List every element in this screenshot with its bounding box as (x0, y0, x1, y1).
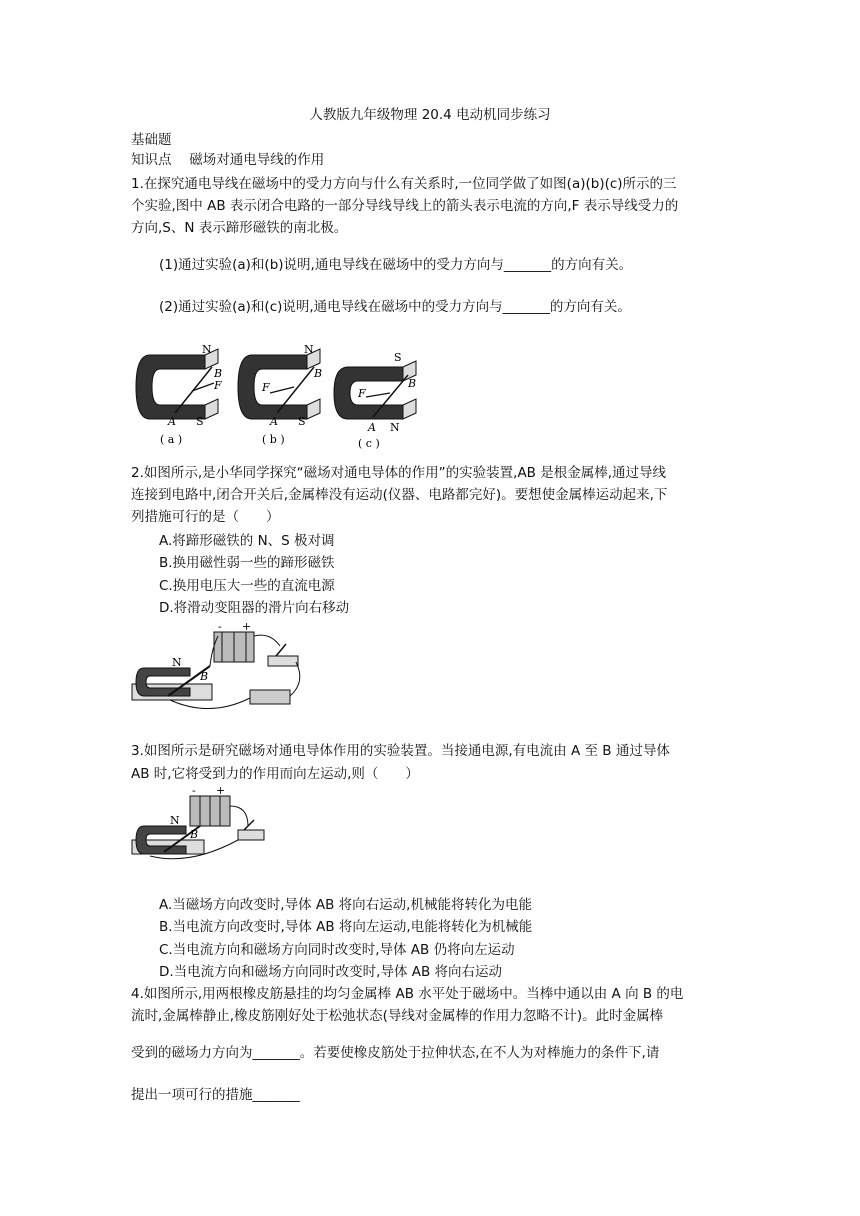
fig-c-wire-b: B (408, 377, 417, 390)
q2-option-c: C.换用电压大一些的直流电源 (159, 578, 335, 594)
q3-line-2: AB 时,它将受到力的作用而向左运动,则（ ） (131, 766, 419, 782)
horseshoe-magnet (136, 668, 190, 696)
page-title: 人教版九年级物理 20.4 电动机同步练习 (309, 107, 551, 123)
q4-line-3: 受到的磁场力方向为_______。若要使橡皮筋处于拉伸状态,在不人为对棒施力的条件下,请 (131, 1045, 660, 1061)
fig-a-bottom-pole: S (196, 415, 204, 428)
q3-minus-label: - (192, 786, 196, 797)
q2-option-b: B.换用磁性弱一些的蹄形磁铁 (159, 555, 335, 571)
q4-line-2: 流时,金属棒静止,橡皮筋刚好处于松弛状态(导线对金属棒的作用力忽略不计)。此时金属棒 (131, 1008, 664, 1024)
q2-option-d: D.将滑动变阻器的滑片向右移动 (159, 600, 350, 616)
fig-c-bottom-pole: N (390, 421, 400, 434)
fig-a-force: F (214, 379, 222, 392)
q3-option-b: B.当电流方向改变时,导体 AB 将向左运动,电能将转化为机械能 (159, 919, 533, 935)
fig-b-wire-a: A (270, 415, 278, 428)
magnet-a (136, 343, 222, 446)
fig-c-caption: ( c ) (358, 437, 380, 450)
fig-a-wire-a: A (168, 415, 176, 428)
q3-line-1: 3.如图所示是研究磁场对通电导体作用的实验装置。当接通电源,有电流由 A 至 B 通过导体 (131, 743, 670, 759)
fig-a-top-pole: N (202, 343, 212, 356)
fig-c-wire-a: A (368, 421, 376, 434)
q2-wire-label: B (200, 670, 209, 683)
q2-line-1: 2.如图所示,是小华同学探究“磁场对通电导体的作用”的实验装置,AB 是根金属棒,通过导线 (131, 465, 667, 481)
q3-option-c: C.当电流方向和磁场方向同时改变时,导体 AB 仍将向左运动 (159, 942, 515, 958)
fig-b-wire-b: B (314, 367, 323, 380)
q1-line-1: 1.在探究通电导线在磁场中的受力方向与什么有关系时,一位同学做了如图(a)(b)(c)所示的三 (131, 176, 677, 192)
fig-b-top-pole: N (304, 343, 314, 356)
q3-plus-label: + (216, 786, 226, 797)
magnet-b (238, 343, 322, 446)
q2-plus-label: + (242, 622, 252, 633)
section-heading: 基础题 (131, 132, 172, 148)
magnet-c (334, 351, 416, 450)
q2-line-2: 连接到电路中,闭合开关后,金属棒没有运动(仪器、电路都完好)。要想使金属棒运动起来,下 (131, 487, 668, 503)
fig-b-force: F (262, 381, 270, 394)
switch (238, 830, 264, 840)
q2-minus-label: - (218, 622, 222, 633)
q1-sub-2: (2)通过实验(a)和(c)说明,通电导线在磁场中的受力方向与_______的方向有关。 (159, 299, 631, 315)
fig-b-caption: ( b ) (262, 433, 285, 446)
fig-b-bottom-pole: S (298, 415, 306, 428)
q3-option-d: D.当电流方向和磁场方向同时改变时,导体 AB 将向右运动 (159, 964, 503, 980)
q3-option-a: A.当磁场方向改变时,导体 AB 将向右运动,机械能将转化为电能 (159, 897, 532, 913)
q2-apparatus-figure (130, 622, 310, 722)
rheostat (250, 690, 290, 704)
fig-a-caption: ( a ) (160, 433, 183, 446)
q2-pole-label: N (172, 656, 182, 669)
q3-apparatus-figure (130, 786, 270, 872)
fig-c-top-pole: S (394, 351, 402, 364)
q3-wire-label: B (190, 828, 199, 841)
q4-line-4: 提出一项可行的措施_______ (131, 1087, 300, 1103)
switch (268, 656, 298, 666)
q1-line-2: 个实验,图中 AB 表示闭合电路的一部分导线导线上的箭头表示电流的方向,F 表示导线受力的 (131, 198, 679, 214)
q1-magnet-figure (130, 335, 430, 455)
q3-pole-label: N (170, 814, 180, 827)
q2-line-3: 列措施可行的是（ ） (131, 509, 280, 525)
q1-line-3: 方向,S、N 表示蹄形磁铁的南北极。 (131, 220, 348, 236)
fig-a-wire-b: B (214, 367, 223, 380)
q1-sub-1: (1)通过实验(a)和(b)说明,通电导线在磁场中的受力方向与_______的方向有关。 (159, 257, 633, 273)
knowledge-point: 知识点 磁场对通电导线的作用 (131, 152, 325, 168)
q4-line-1: 4.如图所示,用两根橡皮筋悬挂的均匀金属棒 AB 水平处于磁场中。当棒中通以由 A 向 B 的电 (131, 986, 684, 1002)
q2-option-a: A.将蹄形磁铁的 N、S 极对调 (159, 533, 335, 549)
fig-c-force: F (358, 387, 366, 400)
